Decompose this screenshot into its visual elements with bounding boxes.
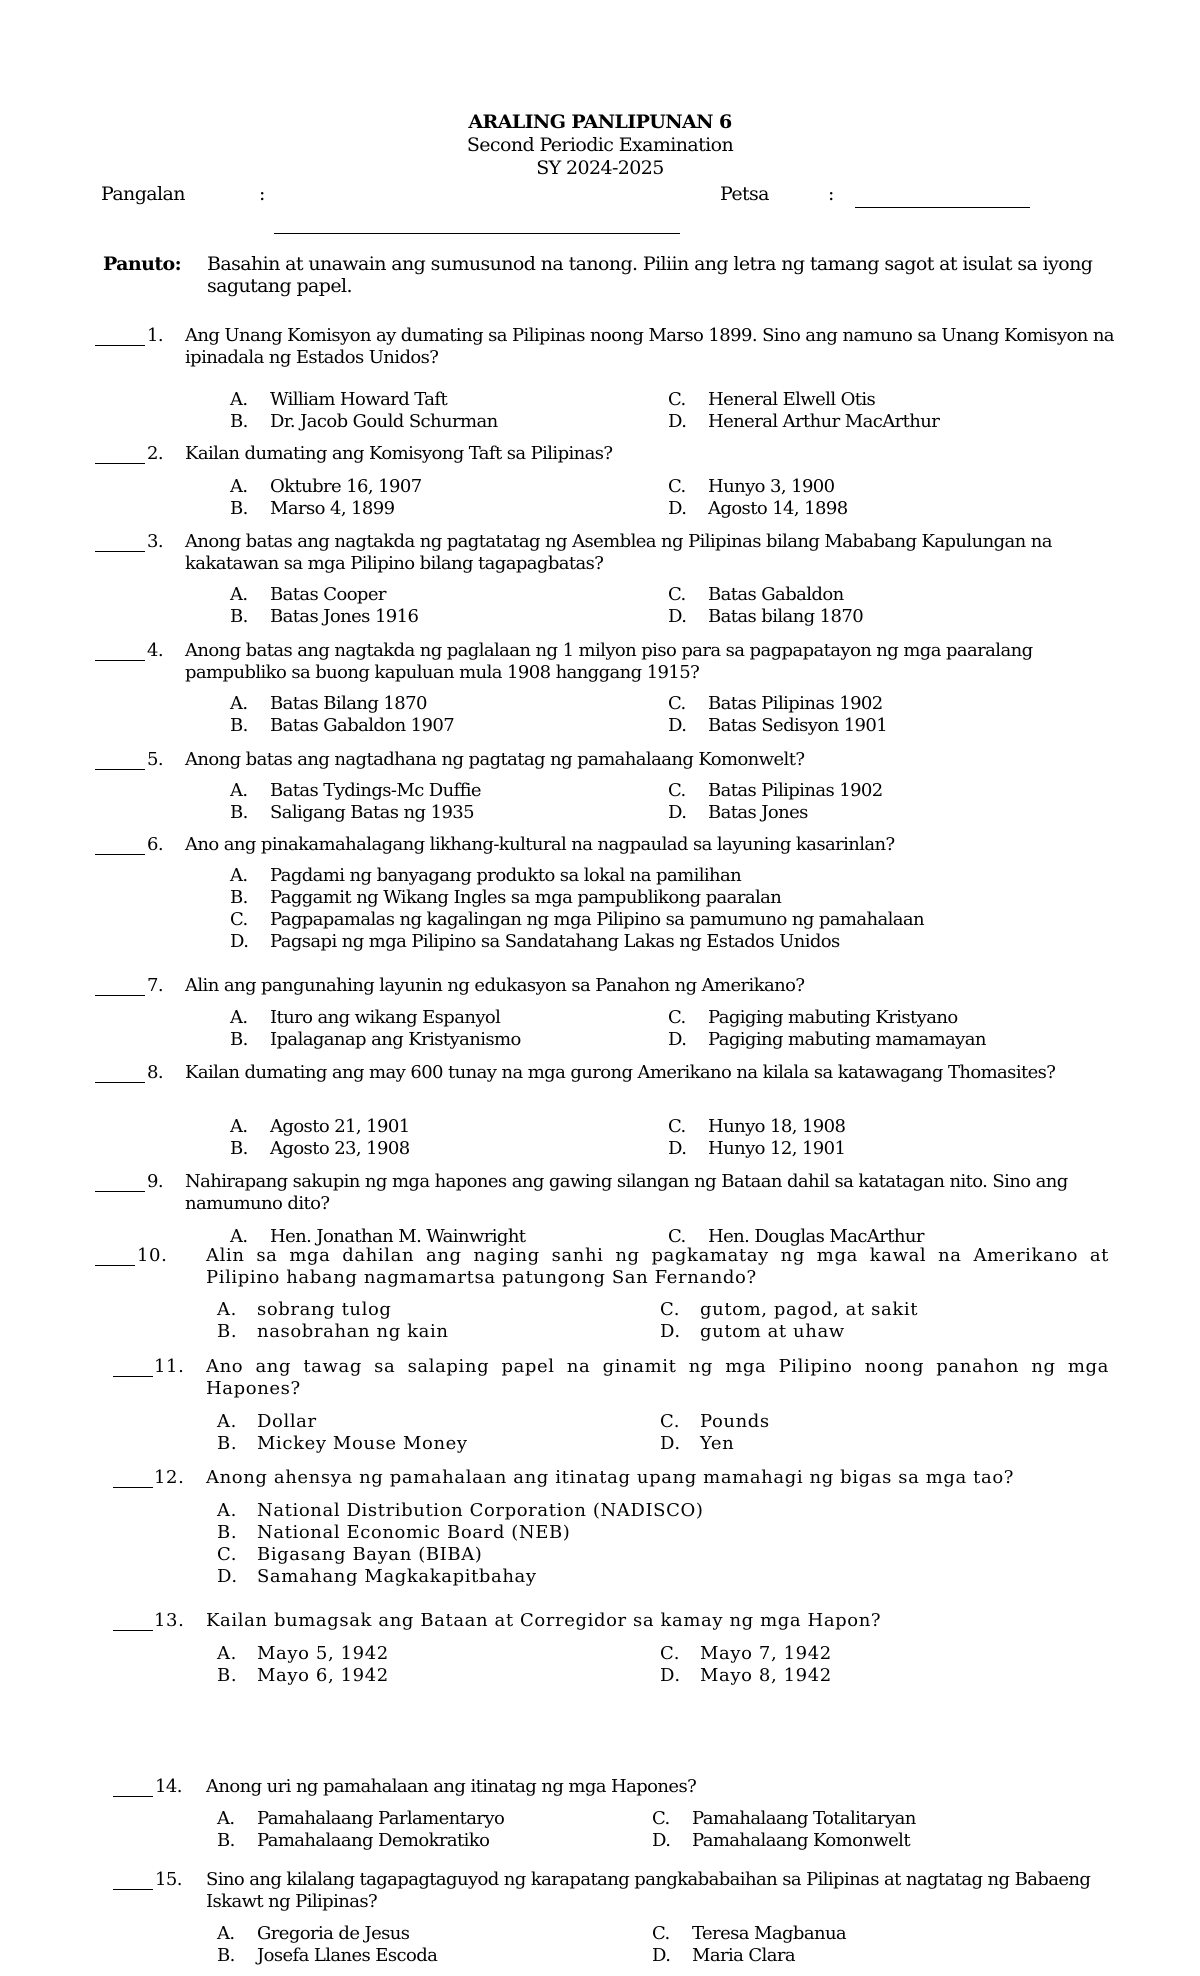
option-text: Batas Cooper [270, 584, 386, 605]
option-letter: A. [217, 1299, 237, 1320]
option-letter: D. [668, 606, 687, 627]
option-text: Mickey Mouse Money [257, 1433, 468, 1454]
option-letter: D. [652, 1830, 671, 1851]
option-letter: B. [230, 887, 248, 908]
option-b [230, 1029, 521, 1051]
option-a [230, 584, 386, 606]
option-letter: B. [217, 1321, 238, 1342]
option-letter: A. [230, 1116, 248, 1137]
option-text: Ipalaganap ang Kristyanismo [270, 1029, 521, 1050]
option-c [668, 389, 875, 411]
option-letter: A. [217, 1808, 235, 1829]
option-c [652, 1923, 846, 1945]
option-a [230, 780, 481, 802]
option-d [652, 1830, 910, 1852]
option-letter: A. [217, 1500, 237, 1521]
school-year: SY 2024-2025 [536, 157, 664, 179]
option-text: Josefa Llanes Escoda [257, 1945, 438, 1966]
option-text: Mayo 5, 1942 [257, 1643, 389, 1664]
option-letter: C. [668, 476, 686, 497]
subject-title: ARALING PANLIPUNAN 6 [468, 111, 732, 133]
option-text: Mayo 7, 1942 [700, 1643, 832, 1664]
option-letter: C. [660, 1643, 681, 1664]
question-text: Sino ang kilalang tagapagtaguyod ng karapatang pangkababaihan sa Pilipinas at nagtatag ng Babaeng Iskawt ng Pilipinas? [206, 1869, 1091, 1912]
option-c [668, 780, 883, 802]
option-a [217, 1643, 389, 1665]
option-c [668, 584, 844, 606]
answer-blank[interactable] [95, 551, 145, 552]
option-text: Yen [700, 1433, 735, 1454]
question-text: Anong ahensya ng pamahalaan ang itinatag upang mamahagi ng bigas sa mga tao? [206, 1467, 1015, 1488]
option-text: Batas Jones [708, 802, 808, 823]
option-b [230, 802, 474, 824]
option-letter: C. [217, 1544, 238, 1565]
option-text: Batas Gabaldon 1907 [270, 715, 455, 736]
answer-blank[interactable] [113, 1796, 153, 1797]
option-a [217, 1299, 392, 1321]
option-text: Dr. Jacob Gould Schurman [270, 411, 498, 432]
answer-blank[interactable] [113, 1487, 153, 1488]
answer-blank[interactable] [95, 769, 145, 770]
question-number: 3. [147, 531, 163, 552]
option-c [668, 1116, 845, 1138]
option-letter: C. [668, 1116, 686, 1137]
option-text: Samahang Magkakapitbahay [257, 1566, 537, 1587]
question-number: 2. [147, 443, 163, 464]
option-letter: B. [217, 1433, 238, 1454]
question-text: Ano ang pinakamahalagang likhang-kultural na nagpaulad sa layuning kasarinlan? [185, 834, 895, 855]
option-text: Batas Bilang 1870 [270, 693, 427, 714]
question-number: 12. [154, 1467, 185, 1488]
option-d [668, 1138, 845, 1160]
option-text: Hunyo 18, 1908 [708, 1116, 846, 1137]
option-letter: B. [230, 802, 248, 823]
option-b [217, 1665, 389, 1687]
option-d [668, 411, 939, 433]
question-text: Anong batas ang nagtakda ng paglalaan ng 1 milyon piso para sa pagpapatayon ng mga paaralang pampubliko sa buong kapuluan mula 1908 hanggang 1915? [185, 640, 1033, 683]
option-d [668, 606, 863, 628]
question-text: Alin sa mga dahilan ang naging sanhi ng pagkamatay ng mga kawal na Amerikano at Pilipino habang nagmamartsa patungong San Fernando? [206, 1245, 1109, 1288]
option-text: Ituro ang wikang Espanyol [270, 1007, 501, 1028]
option-text: Hen. Douglas MacArthur [708, 1226, 924, 1247]
answer-blank[interactable] [95, 660, 145, 661]
answer-blank[interactable] [113, 1630, 153, 1631]
option-text: Marso 4, 1899 [270, 498, 395, 519]
answer-blank[interactable] [95, 854, 145, 855]
instructions-text: Basahin at unawain ang sumusunod na tanong. Piliin ang letra ng tamang sagot at isulat sa iyong sagutang papel. [207, 253, 1093, 297]
question-text: Kailan bumagsak ang Bataan at Corregidor sa kamay ng mga Hapon? [206, 1610, 882, 1631]
question-number: 11. [154, 1356, 185, 1377]
option-letter: B. [230, 1138, 248, 1159]
option-text: Agosto 23, 1908 [270, 1138, 410, 1159]
question-text: Nahirapang sakupin ng mga hapones ang gawing silangan ng Bataan dahil sa katatagan nito. Sino ang namumuno dito? [185, 1171, 1068, 1214]
option-d [668, 1029, 986, 1051]
option-letter: B. [217, 1522, 238, 1543]
option-letter: A. [217, 1643, 237, 1664]
option-letter: A. [230, 693, 248, 714]
option-a [217, 1923, 409, 1945]
option-d [668, 715, 887, 737]
option-letter: A. [230, 584, 248, 605]
option-text: Paggamit ng Wikang Ingles sa mga pampublikong paaralan [270, 887, 782, 908]
option-text: Agosto 21, 1901 [270, 1116, 410, 1137]
option-text: Batas Pilipinas 1902 [708, 780, 883, 801]
option-letter: D. [668, 411, 687, 432]
option-text: Pagdami ng banyagang produkto sa lokal na pamilihan [270, 865, 742, 886]
question-text: Ano ang tawag sa salaping papel na ginamit ng mga Pilipino noong panahon ng mga Hapones? [206, 1356, 1109, 1399]
option-b [217, 1433, 468, 1455]
option-letter: A. [230, 865, 248, 886]
option-text: Pamahalaang Totalitaryan [692, 1808, 916, 1829]
option-d [217, 1566, 537, 1588]
question-number: 10. [137, 1245, 168, 1266]
option-c [660, 1299, 918, 1321]
option-d [668, 498, 848, 520]
option-letter: C. [668, 584, 686, 605]
option-text: Batas Sedisyon 1901 [708, 715, 888, 736]
option-letter: D. [668, 802, 687, 823]
option-a [230, 1116, 410, 1138]
option-text: Pamahalaang Komonwelt [692, 1830, 910, 1851]
option-letter: B. [230, 498, 248, 519]
option-letter: D. [217, 1566, 238, 1587]
option-letter: C. [668, 780, 686, 801]
answer-blank[interactable] [95, 1265, 135, 1266]
option-c [660, 1411, 770, 1433]
option-letter: A. [230, 780, 248, 801]
question-text: Alin ang pangunahing layunin ng edukasyon sa Panahon ng Amerikano? [185, 975, 805, 996]
option-letter: C. [668, 1007, 686, 1028]
option-text: Dollar [257, 1411, 317, 1432]
option-letter: A. [230, 389, 248, 410]
option-a [217, 1500, 703, 1522]
option-text: Pounds [700, 1411, 770, 1432]
option-text: gutom at uhaw [700, 1321, 845, 1342]
option-b [230, 715, 454, 737]
option-letter: D. [660, 1321, 681, 1342]
option-b [217, 1945, 437, 1967]
option-text: Oktubre 16, 1907 [270, 476, 422, 497]
option-text: Mayo 6, 1942 [257, 1665, 389, 1686]
option-a [217, 1411, 317, 1433]
question-number: 7. [147, 975, 163, 996]
option-letter: B. [230, 411, 248, 432]
option-letter: B. [217, 1830, 235, 1851]
date-colon: : [828, 183, 834, 205]
question-number: 4. [147, 640, 163, 661]
option-c [217, 1544, 482, 1566]
option-letter: B. [230, 715, 248, 736]
option-letter: C. [668, 1226, 686, 1247]
option-letter: D. [652, 1945, 671, 1966]
answer-blank[interactable] [113, 1889, 153, 1890]
option-text: Pamahalaang Parlamentaryo [257, 1808, 505, 1829]
option-a [217, 1808, 504, 1830]
option-letter: B. [217, 1665, 238, 1686]
options-cut-off [230, 1226, 1010, 1247]
option-d [230, 931, 840, 953]
option-text: Hunyo 12, 1901 [708, 1138, 846, 1159]
option-text: Hunyo 3, 1900 [708, 476, 835, 497]
option-text: Batas Pilipinas 1902 [708, 693, 883, 714]
option-letter: A. [230, 1007, 248, 1028]
name-colon: : [259, 183, 265, 205]
option-text: Pagpapamalas ng kagalingan ng mga Pilipino sa pamumuno ng pamahalaan [270, 909, 925, 930]
question-number: 13. [154, 1610, 185, 1631]
option-letter: C. [668, 389, 686, 410]
answer-blank[interactable] [95, 345, 145, 346]
option-letter: B. [230, 1029, 248, 1050]
option-text: Pagiging mabuting Kristyano [708, 1007, 958, 1028]
option-text: Teresa Magbanua [692, 1923, 847, 1944]
option-b [217, 1830, 489, 1852]
option-d [652, 1945, 795, 1967]
instructions-label: Panuto: [103, 253, 181, 275]
option-b [230, 606, 418, 628]
option-letter: C. [660, 1411, 681, 1432]
option-text: Mayo 8, 1942 [700, 1665, 832, 1686]
option-text: Pamahalaang Demokratiko [257, 1830, 490, 1851]
question-text: Anong uri ng pamahalaan ang itinatag ng mga Hapones? [206, 1776, 697, 1797]
option-a [230, 693, 427, 715]
option-text: Gregoria de Jesus [257, 1923, 410, 1944]
question-number: 8. [147, 1062, 163, 1083]
option-letter: C. [652, 1923, 670, 1944]
option-letter: B. [217, 1945, 235, 1966]
option-text: Batas Jones 1916 [270, 606, 419, 627]
option-d [668, 802, 808, 824]
option-a [230, 1007, 500, 1029]
name-label: Pangalan [101, 183, 185, 205]
question-number: 1. [147, 325, 163, 346]
exam-title: Second Periodic Examination [466, 134, 734, 156]
answer-blank[interactable] [95, 463, 145, 464]
option-text: gutom, pagod, at sakit [700, 1299, 919, 1320]
option-text: Batas bilang 1870 [708, 606, 864, 627]
option-text: Pagiging mabuting mamamayan [708, 1029, 986, 1050]
option-text: Hen. Jonathan M. Wainwright [270, 1226, 526, 1247]
question-number: 14. [155, 1776, 182, 1797]
option-text: William Howard Taft [270, 389, 448, 410]
option-letter: C. [660, 1299, 681, 1320]
question-text: Kailan dumating ang may 600 tunay na mga gurong Amerikano na kilala sa katawagang Thomasites? [185, 1062, 1056, 1083]
date-label: Petsa [720, 183, 769, 205]
answer-blank[interactable] [95, 1082, 145, 1083]
option-text: Heneral Arthur MacArthur [708, 411, 940, 432]
option-a [230, 476, 422, 498]
option-letter: B. [230, 606, 248, 627]
question-number: 5. [147, 749, 163, 770]
option-d [660, 1665, 832, 1687]
option-c [652, 1808, 916, 1830]
option-b [217, 1522, 570, 1544]
option-text: National Economic Board (NEB) [257, 1522, 571, 1543]
option-text: nasobrahan ng kain [257, 1321, 449, 1342]
option-b [230, 887, 781, 909]
option-letter: A. [217, 1923, 235, 1944]
option-d [660, 1321, 845, 1343]
option-text: Maria Clara [692, 1945, 795, 1966]
option-letter: C. [230, 909, 248, 930]
option-c [660, 1643, 832, 1665]
option-text: Batas Tydings-Mc Duffie [270, 780, 481, 801]
option-letter: D. [660, 1665, 681, 1686]
option-text: Agosto 14, 1898 [708, 498, 848, 519]
option-letter: D. [660, 1433, 681, 1454]
option-letter: D. [668, 498, 687, 519]
question-text: Ang Unang Komisyon ay dumating sa Pilipinas noong Marso 1899. Sino ang namuno sa Unang Komisyon na ipinadala ng Estados Unidos? [185, 325, 1114, 368]
option-text: National Distribution Corporation (NADISCO) [257, 1500, 704, 1521]
answer-blank[interactable] [95, 1191, 145, 1192]
option-letter: D. [668, 715, 687, 736]
option-c [230, 909, 924, 931]
question-number: 6. [147, 834, 163, 855]
option-letter: D. [668, 1138, 687, 1159]
option-c [668, 693, 883, 715]
name-line[interactable] [274, 233, 680, 234]
date-line[interactable] [855, 207, 1030, 208]
question-number: 9. [147, 1171, 163, 1192]
answer-blank[interactable] [95, 995, 145, 996]
option-c [668, 1007, 958, 1029]
option-letter: D. [668, 1029, 687, 1050]
option-text: sobrang tulog [257, 1299, 392, 1320]
option-b [230, 498, 394, 520]
option-letter: C. [652, 1808, 670, 1829]
option-text: Heneral Elwell Otis [708, 389, 876, 410]
option-a [230, 389, 447, 411]
question-text: Anong batas ang nagtakda ng pagtatatag ng Asemblea ng Pilipinas bilang Mababang Kapulungan na kakatawan sa mga Pilipino bilang tagapagbatas? [185, 531, 1052, 574]
question-text: Kailan dumating ang Komisyong Taft sa Pilipinas? [185, 443, 613, 464]
option-text: Pagsapi ng mga Pilipino sa Sandatahang Lakas ng Estados Unidos [270, 931, 840, 952]
option-b [217, 1321, 449, 1343]
option-letter: C. [668, 693, 686, 714]
option-a [230, 865, 741, 887]
option-c [668, 476, 835, 498]
option-d [660, 1433, 734, 1455]
question-text: Anong batas ang nagtadhana ng pagtatag ng pamahalaang Komonwelt? [185, 749, 805, 770]
option-letter: A. [217, 1411, 237, 1432]
option-letter: D. [230, 931, 249, 952]
question-number: 15. [155, 1869, 182, 1890]
answer-blank[interactable] [113, 1376, 153, 1377]
option-letter: A. [230, 1226, 248, 1247]
option-text: Saligang Batas ng 1935 [270, 802, 474, 823]
option-b [230, 1138, 410, 1160]
option-b [230, 411, 498, 433]
option-text: Batas Gabaldon [708, 584, 844, 605]
option-letter: A. [230, 476, 248, 497]
option-text: Bigasang Bayan (BIBA) [257, 1544, 483, 1565]
